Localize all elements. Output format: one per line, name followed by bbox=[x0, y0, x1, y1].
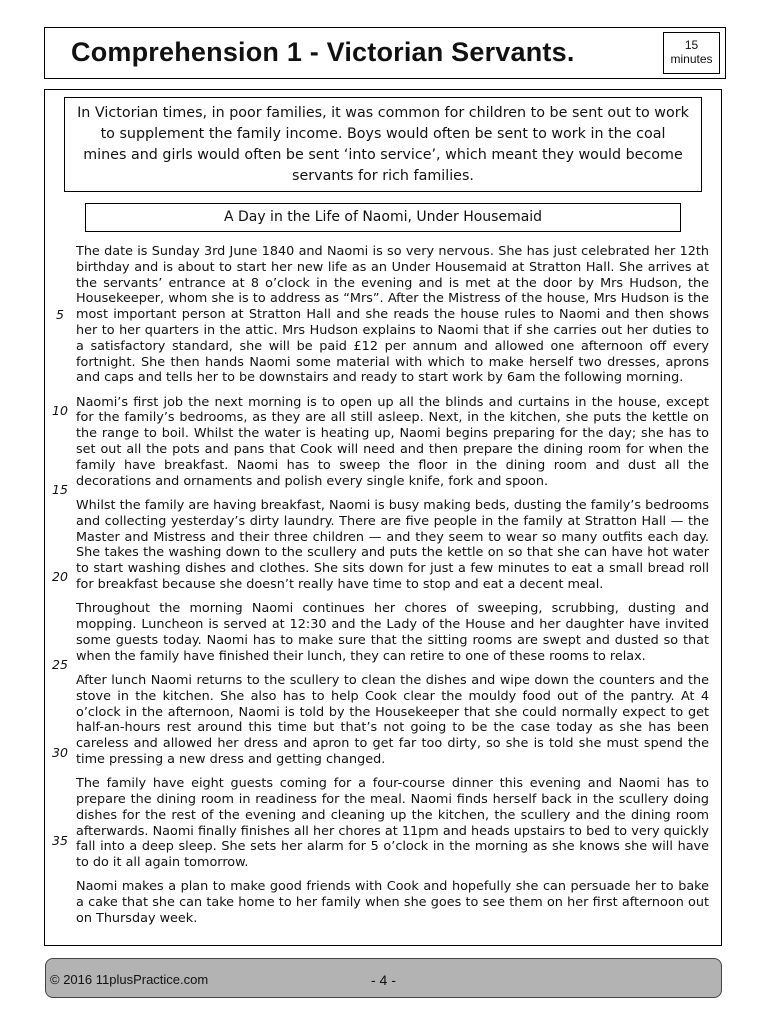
title-box bbox=[44, 27, 726, 79]
story-paragraph: The family have eight guests coming for a four-course dinner this evening and Naomi has to prepare the dining room in readiness for the meal. Naomi finds herself back in the scullery doing dishes for the rest of the evening and cleaning up the kitchen, the scullery and the dining room afterwards. Naomi finally finishes all her chores at 11pm and heads upstairs to bed to very quickly fall into a deep sleep. She sets her alarm for 5 o’clock in the morning as she knows she will have to do it all again tomorrow. bbox=[76, 776, 709, 871]
story-paragraph: Naomi makes a plan to make good friends with Cook and hopefully she can persuade her to bake a cake that she can take home to her family when she goes to see them on her first afternoon out on Thursday week. bbox=[76, 879, 709, 927]
line-number: 10 bbox=[52, 403, 68, 418]
line-number: 15 bbox=[52, 482, 68, 497]
line-number: 30 bbox=[52, 745, 68, 760]
line-number: 25 bbox=[52, 657, 68, 672]
story-paragraph: Throughout the morning Naomi continues her chores of sweeping, scrubbing, dusting and mopping. Luncheon is served at 12:30 and the Lady of the House and her daughter have invited some guests today. Naomi has to make sure that the sitting rooms are swept and dusted so that when the family have finished their lunch, they can retire to one of these rooms to relax. bbox=[76, 601, 709, 664]
story-paragraph: The date is Sunday 3rd June 1840 and Naomi is so very nervous. She has just celebrated her 12th birthday and is about to start her new life as an Under Housemaid at Stratton Hall. She arrives at the servants’ entrance at 8 o’clock in the evening and is met at the door by Mrs Hudson, the Housekeeper, whom she is to address as “Mrs”. After the Mistress of the house, Mrs Hudson is the most important person at Stratton Hall and she reads the house rules to Naomi and then shows her to her quarters in the attic. Mrs Hudson explains to Naomi that if she carries out her duties to a satisfactory standard, she will be paid £12 per annum and allowed one afternoon off every fortnight. She then hands Naomi some material with which to make herself two dresses, aprons and caps and tells her to be downstairs and ready to start work by 6am the following morning. bbox=[76, 244, 709, 386]
story-paragraph: After lunch Naomi returns to the scullery to clean the dishes and wipe down the counters and the stove in the kitchen. She also has to help Cook clear the mouldy food out of the pantry. At 4 o’clock in the afternoon, Naomi is told by the Housekeeper that she could normally expect to get half-an-hours rest around this time but that’s not going to be the case today as she has been careless and allowed her dress and apron to get far too dirty, so she is told she must spend the time pressing a new dress and getting changed. bbox=[76, 672, 709, 767]
intro-text: In Victorian times, in poor families, it was common for children to be sent out to work to supplement the family income. Boys would often be sent to work in the coal mines and girls would often be sent ‘into service’, which meant they would become servants for rich families. bbox=[77, 105, 689, 184]
story-text bbox=[52, 244, 709, 935]
time-limit-box bbox=[663, 32, 720, 74]
line-number: 20 bbox=[52, 569, 68, 584]
story-title: A Day in the Life of Naomi, Under Housemaid bbox=[85, 203, 681, 232]
story-paragraph: Whilst the family are having breakfast, Naomi is busy making beds, dusting the family’s bedrooms and collecting yesterday’s dirty laundry. There are five people in the family at Stratton Hall — the Master and Mistress and their three children — and they seem to wear so many outfits each day. She takes the washing down to the scullery and puts the kettle on so that she can have hot water to start washing dishes and clothes. She sits down for just a few minutes to eat a small bread roll for breakfast because she doesn’t really have time to stop and eat a decent meal. bbox=[76, 497, 709, 592]
line-number: 5 bbox=[56, 307, 64, 322]
copyright-notice: © 2016 11plusPractice.com bbox=[50, 972, 209, 987]
time-limit-value: 15 bbox=[684, 38, 699, 52]
page-title: Comprehension 1 - Victorian Servants. bbox=[71, 37, 575, 67]
time-limit-unit: minutes bbox=[670, 52, 713, 67]
page-number: - 4 - bbox=[371, 972, 396, 988]
footer-bar bbox=[45, 958, 722, 998]
comprehension-frame bbox=[44, 89, 722, 946]
story-paragraph: Naomi’s first job the next morning is to open up all the blinds and curtains in the house, except for the family’s bedrooms, as they are all still asleep. Next, in the kitchen, she puts the kettle on the range to boil. Whilst the water is heating up, Naomi begins preparing for the day; she has to set out all the pots and pans that Cook will need and then prepare the dining room for when the family have breakfast. Naomi has to sweep the floor in the dining room and dust all the decorations and ornaments and polish every single knife, fork and spoon. bbox=[76, 394, 709, 489]
intro-box bbox=[64, 97, 702, 192]
line-number: 35 bbox=[52, 833, 68, 848]
